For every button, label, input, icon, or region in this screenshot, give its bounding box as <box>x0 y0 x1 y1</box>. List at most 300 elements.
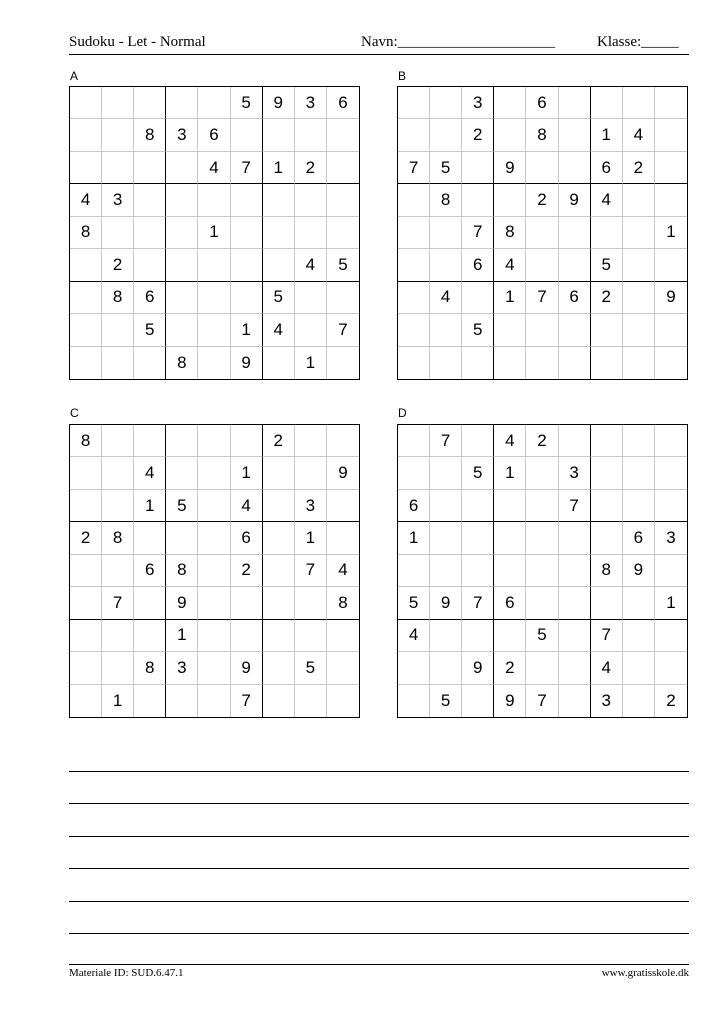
sudoku-cell[interactable] <box>102 620 134 652</box>
sudoku-cell[interactable] <box>295 119 327 151</box>
sudoku-cell[interactable] <box>430 87 462 119</box>
sudoku-cell[interactable] <box>70 87 102 119</box>
sudoku-cell: 1 <box>134 490 166 522</box>
sudoku-cell[interactable] <box>398 87 430 119</box>
sudoku-cell[interactable] <box>559 522 591 554</box>
sudoku-cell: 4 <box>494 249 526 281</box>
sudoku-cell[interactable] <box>655 152 687 184</box>
sudoku-cell[interactable] <box>559 119 591 151</box>
sudoku-cell[interactable] <box>559 314 591 346</box>
sudoku-cell: 4 <box>263 314 295 346</box>
sudoku-cell[interactable] <box>295 587 327 619</box>
sudoku-cell[interactable] <box>327 119 359 151</box>
sudoku-cell[interactable] <box>655 425 687 457</box>
sudoku-cell[interactable] <box>134 87 166 119</box>
sudoku-cell[interactable] <box>398 282 430 314</box>
sudoku-cell[interactable] <box>655 119 687 151</box>
sudoku-cell[interactable] <box>134 217 166 249</box>
sudoku-cell[interactable] <box>462 347 494 379</box>
header-rule <box>69 54 689 55</box>
sudoku-cell[interactable] <box>327 652 359 684</box>
sudoku-cell[interactable] <box>398 685 430 717</box>
sudoku-cell: 6 <box>134 282 166 314</box>
sudoku-cell[interactable] <box>398 555 430 587</box>
sudoku-cell[interactable] <box>263 555 295 587</box>
sudoku-cell: 8 <box>102 522 134 554</box>
sudoku-cell[interactable] <box>462 685 494 717</box>
sudoku-cell: 2 <box>526 184 558 216</box>
sudoku-cell[interactable] <box>655 490 687 522</box>
sudoku-cell[interactable] <box>327 425 359 457</box>
sudoku-cell[interactable] <box>102 152 134 184</box>
sudoku-cell[interactable] <box>398 249 430 281</box>
sudoku-cell: 4 <box>198 152 230 184</box>
sudoku-cell: 9 <box>327 457 359 489</box>
sudoku-cell[interactable] <box>526 522 558 554</box>
sudoku-cell[interactable] <box>559 249 591 281</box>
sudoku-cell[interactable] <box>231 620 263 652</box>
sudoku-cell[interactable] <box>263 620 295 652</box>
sudoku-cell[interactable] <box>134 249 166 281</box>
sudoku-cell: 4 <box>134 457 166 489</box>
sudoku-cell[interactable] <box>198 347 230 379</box>
sudoku-cell[interactable] <box>591 314 623 346</box>
sudoku-cell[interactable] <box>526 249 558 281</box>
sudoku-cell: 6 <box>327 87 359 119</box>
sudoku-cell[interactable] <box>102 555 134 587</box>
sudoku-cell[interactable] <box>70 620 102 652</box>
sudoku-cell[interactable] <box>462 282 494 314</box>
sudoku-cell[interactable] <box>134 620 166 652</box>
sudoku-cell[interactable] <box>102 87 134 119</box>
sudoku-cell: 9 <box>623 555 655 587</box>
sudoku-cell[interactable] <box>70 587 102 619</box>
sudoku-cell: 2 <box>494 652 526 684</box>
sudoku-grid-c <box>69 424 360 718</box>
sudoku-cell[interactable] <box>263 490 295 522</box>
sudoku-cell[interactable] <box>623 87 655 119</box>
sudoku-cell[interactable] <box>327 282 359 314</box>
sudoku-cell: 8 <box>134 652 166 684</box>
sudoku-cell[interactable] <box>295 425 327 457</box>
sudoku-cell[interactable] <box>398 347 430 379</box>
sudoku-cell: 4 <box>494 425 526 457</box>
writing-line[interactable] <box>69 868 689 869</box>
sudoku-cell: 2 <box>591 282 623 314</box>
sudoku-cell[interactable] <box>327 685 359 717</box>
sudoku-cell: 9 <box>166 587 198 619</box>
sudoku-cell[interactable] <box>462 522 494 554</box>
sudoku-cell[interactable] <box>591 587 623 619</box>
sudoku-cell: 7 <box>102 587 134 619</box>
sudoku-cell[interactable] <box>295 314 327 346</box>
sudoku-cell[interactable] <box>462 555 494 587</box>
sudoku-cell[interactable] <box>623 314 655 346</box>
sudoku-cell: 9 <box>231 652 263 684</box>
sudoku-cell[interactable] <box>198 314 230 346</box>
sudoku-cell[interactable] <box>198 87 230 119</box>
sudoku-cell[interactable] <box>166 217 198 249</box>
website-link[interactable]: www.gratisskole.dk <box>601 967 689 979</box>
writing-line[interactable] <box>69 771 689 772</box>
sudoku-cell[interactable] <box>327 620 359 652</box>
sudoku-cell[interactable] <box>462 425 494 457</box>
sudoku-cell[interactable] <box>462 152 494 184</box>
sudoku-cell[interactable] <box>430 555 462 587</box>
sudoku-cell: 2 <box>263 425 295 457</box>
sudoku-cell[interactable] <box>526 217 558 249</box>
sudoku-cell[interactable] <box>166 184 198 216</box>
sudoku-cell[interactable] <box>655 184 687 216</box>
sudoku-cell[interactable] <box>559 652 591 684</box>
sudoku-cell[interactable] <box>70 555 102 587</box>
sudoku-cell[interactable] <box>591 457 623 489</box>
sudoku-cell[interactable] <box>430 457 462 489</box>
sudoku-cell[interactable] <box>231 249 263 281</box>
sudoku-cell[interactable] <box>102 119 134 151</box>
sudoku-cell: 4 <box>623 119 655 151</box>
sudoku-cell: 3 <box>166 652 198 684</box>
sudoku-cell[interactable] <box>623 685 655 717</box>
sudoku-cell[interactable] <box>526 587 558 619</box>
sudoku-cell[interactable] <box>398 119 430 151</box>
sudoku-cell[interactable] <box>102 217 134 249</box>
sudoku-cell: 5 <box>398 587 430 619</box>
sudoku-cell: 8 <box>327 587 359 619</box>
sudoku-cell[interactable] <box>70 282 102 314</box>
sudoku-cell[interactable] <box>430 249 462 281</box>
sudoku-cell: 1 <box>166 620 198 652</box>
sudoku-cell[interactable] <box>623 425 655 457</box>
sudoku-cell: 3 <box>655 522 687 554</box>
sudoku-cell: 3 <box>559 457 591 489</box>
sudoku-cell[interactable] <box>494 555 526 587</box>
sudoku-cell[interactable] <box>102 425 134 457</box>
sudoku-cell[interactable] <box>295 457 327 489</box>
sudoku-cell[interactable] <box>430 490 462 522</box>
sudoku-cell[interactable] <box>494 522 526 554</box>
sudoku-cell[interactable] <box>134 425 166 457</box>
sudoku-cell: 2 <box>623 152 655 184</box>
sudoku-cell: 9 <box>430 587 462 619</box>
sudoku-cell[interactable] <box>526 152 558 184</box>
sudoku-cell[interactable] <box>655 314 687 346</box>
sudoku-cell: 5 <box>430 152 462 184</box>
sudoku-cell: 8 <box>526 119 558 151</box>
sudoku-cell[interactable] <box>70 152 102 184</box>
sudoku-cell[interactable] <box>231 425 263 457</box>
sudoku-cell[interactable] <box>591 490 623 522</box>
sudoku-cell[interactable] <box>166 249 198 281</box>
sudoku-cell[interactable] <box>295 217 327 249</box>
sudoku-cell[interactable] <box>430 620 462 652</box>
sudoku-cell: 4 <box>70 184 102 216</box>
sudoku-cell[interactable] <box>623 652 655 684</box>
sudoku-cell[interactable] <box>526 457 558 489</box>
sudoku-cell[interactable] <box>526 555 558 587</box>
sudoku-cell[interactable] <box>398 184 430 216</box>
sudoku-cell: 9 <box>231 347 263 379</box>
sudoku-cell[interactable] <box>398 425 430 457</box>
sudoku-cell[interactable] <box>231 282 263 314</box>
sudoku-cell[interactable] <box>231 217 263 249</box>
sudoku-cell[interactable] <box>559 217 591 249</box>
sudoku-cell[interactable] <box>494 87 526 119</box>
sudoku-cell[interactable] <box>198 652 230 684</box>
sudoku-cell[interactable] <box>166 685 198 717</box>
sudoku-cell[interactable] <box>591 217 623 249</box>
sudoku-cell[interactable] <box>655 249 687 281</box>
sudoku-cell[interactable] <box>655 620 687 652</box>
sudoku-cell: 7 <box>526 282 558 314</box>
sudoku-cell: 3 <box>102 184 134 216</box>
sudoku-cell[interactable] <box>623 184 655 216</box>
sudoku-cell[interactable] <box>231 587 263 619</box>
sudoku-cell[interactable] <box>198 184 230 216</box>
sudoku-cell[interactable] <box>166 314 198 346</box>
sudoku-cell[interactable] <box>263 652 295 684</box>
sudoku-cell: 1 <box>655 587 687 619</box>
sudoku-cell[interactable] <box>263 522 295 554</box>
sudoku-cell: 1 <box>655 217 687 249</box>
sudoku-cell[interactable] <box>166 457 198 489</box>
sudoku-cell[interactable] <box>591 347 623 379</box>
sudoku-cell: 7 <box>526 685 558 717</box>
sudoku-cell[interactable] <box>134 522 166 554</box>
sudoku-cell[interactable] <box>198 620 230 652</box>
sudoku-cell[interactable] <box>70 249 102 281</box>
sudoku-cell[interactable] <box>166 152 198 184</box>
sudoku-cell[interactable] <box>263 119 295 151</box>
worksheet-title: Sudoku - Let - Normal <box>69 34 206 50</box>
sudoku-cell: 3 <box>591 685 623 717</box>
sudoku-cell[interactable] <box>102 490 134 522</box>
sudoku-cell[interactable] <box>623 347 655 379</box>
sudoku-cell[interactable] <box>591 87 623 119</box>
sudoku-cell[interactable] <box>134 152 166 184</box>
sudoku-cell[interactable] <box>526 652 558 684</box>
footer-rule <box>69 964 689 965</box>
sudoku-cell[interactable] <box>198 522 230 554</box>
sudoku-cell: 8 <box>70 217 102 249</box>
writing-line[interactable] <box>69 933 689 934</box>
sudoku-cell[interactable] <box>166 87 198 119</box>
sudoku-cell[interactable] <box>295 620 327 652</box>
sudoku-cell[interactable] <box>559 685 591 717</box>
sudoku-cell[interactable] <box>430 314 462 346</box>
sudoku-cell[interactable] <box>70 347 102 379</box>
sudoku-cell: 6 <box>494 587 526 619</box>
sudoku-cell[interactable] <box>623 217 655 249</box>
sudoku-cell: 9 <box>462 652 494 684</box>
sudoku-cell: 4 <box>231 490 263 522</box>
sudoku-cell[interactable] <box>494 490 526 522</box>
writing-line[interactable] <box>69 901 689 902</box>
sudoku-cell: 6 <box>526 87 558 119</box>
sudoku-cell: 3 <box>166 119 198 151</box>
sudoku-cell[interactable] <box>559 87 591 119</box>
sudoku-cell: 1 <box>494 282 526 314</box>
sudoku-cell: 1 <box>295 347 327 379</box>
sudoku-cell[interactable] <box>70 685 102 717</box>
sudoku-cell: 8 <box>494 217 526 249</box>
sudoku-cell[interactable] <box>462 620 494 652</box>
sudoku-cell[interactable] <box>198 425 230 457</box>
sudoku-cell: 7 <box>231 152 263 184</box>
sudoku-cell[interactable] <box>655 347 687 379</box>
sudoku-cell: 6 <box>398 490 430 522</box>
sudoku-cell[interactable] <box>198 587 230 619</box>
sudoku-cell: 5 <box>295 652 327 684</box>
sudoku-cell[interactable] <box>559 152 591 184</box>
sudoku-cell[interactable] <box>70 314 102 346</box>
sudoku-cell[interactable] <box>327 490 359 522</box>
sudoku-cell[interactable] <box>198 249 230 281</box>
class-field[interactable]: Klasse:_____ <box>597 34 679 50</box>
sudoku-cell: 9 <box>494 685 526 717</box>
sudoku-cell[interactable] <box>198 555 230 587</box>
sudoku-cell[interactable] <box>526 347 558 379</box>
sudoku-cell[interactable] <box>102 314 134 346</box>
sudoku-cell[interactable] <box>526 314 558 346</box>
sudoku-cell[interactable] <box>430 347 462 379</box>
sudoku-cell[interactable] <box>327 347 359 379</box>
sudoku-cell: 4 <box>327 555 359 587</box>
sudoku-cell: 5 <box>134 314 166 346</box>
puzzle-label-d: D <box>398 406 407 420</box>
sudoku-cell[interactable] <box>655 555 687 587</box>
sudoku-cell[interactable] <box>398 652 430 684</box>
sudoku-cell[interactable] <box>263 249 295 281</box>
sudoku-cell[interactable] <box>263 184 295 216</box>
sudoku-cell[interactable] <box>70 490 102 522</box>
sudoku-cell[interactable] <box>494 184 526 216</box>
sudoku-cell: 2 <box>666 690 676 710</box>
sudoku-cell[interactable] <box>430 522 462 554</box>
sudoku-cell[interactable] <box>655 87 687 119</box>
sudoku-cell[interactable] <box>70 119 102 151</box>
sudoku-cell[interactable] <box>134 347 166 379</box>
sudoku-grid-a <box>69 86 360 380</box>
sudoku-cell[interactable] <box>559 587 591 619</box>
writing-line[interactable] <box>69 803 689 804</box>
sudoku-cell[interactable] <box>430 119 462 151</box>
writing-line[interactable] <box>69 836 689 837</box>
sudoku-cell[interactable] <box>398 217 430 249</box>
sudoku-cell[interactable] <box>327 522 359 554</box>
sudoku-cell[interactable] <box>526 490 558 522</box>
sudoku-cell[interactable] <box>70 652 102 684</box>
sudoku-cell[interactable] <box>231 119 263 151</box>
sudoku-cell[interactable] <box>623 457 655 489</box>
sudoku-cell[interactable] <box>166 522 198 554</box>
sudoku-cell: 9 <box>263 87 295 119</box>
sudoku-cell: 2 <box>295 152 327 184</box>
sudoku-cell[interactable] <box>263 457 295 489</box>
sudoku-cell[interactable] <box>70 457 102 489</box>
sudoku-cell[interactable] <box>559 425 591 457</box>
sudoku-cell[interactable] <box>198 282 230 314</box>
sudoku-cell[interactable] <box>494 314 526 346</box>
sudoku-cell: 6 <box>623 522 655 554</box>
sudoku-cell[interactable] <box>263 685 295 717</box>
sudoku-cell[interactable] <box>263 347 295 379</box>
sudoku-cell: 2 <box>102 249 134 281</box>
sudoku-cell: 1 <box>591 119 623 151</box>
sudoku-cell[interactable] <box>655 457 687 489</box>
sudoku-cell[interactable] <box>327 184 359 216</box>
sudoku-cell[interactable] <box>198 490 230 522</box>
sudoku-cell[interactable] <box>295 685 327 717</box>
sudoku-cell[interactable] <box>494 347 526 379</box>
sudoku-cell[interactable] <box>327 217 359 249</box>
material-id: Materiale ID: SUD.6.47.1 <box>69 967 184 979</box>
sudoku-cell[interactable] <box>263 217 295 249</box>
sudoku-cell[interactable] <box>102 457 134 489</box>
sudoku-cell[interactable] <box>494 119 526 151</box>
sudoku-cell[interactable] <box>102 652 134 684</box>
sudoku-cell[interactable] <box>398 314 430 346</box>
sudoku-cell[interactable] <box>198 457 230 489</box>
sudoku-cell[interactable] <box>134 587 166 619</box>
sudoku-cell: 3 <box>462 87 494 119</box>
sudoku-cell[interactable] <box>263 587 295 619</box>
sudoku-cell[interactable] <box>134 685 166 717</box>
sudoku-cell: 7 <box>231 685 263 717</box>
sudoku-cell[interactable] <box>462 184 494 216</box>
name-field[interactable]: Navn:_____________________ <box>361 34 556 50</box>
sudoku-cell: 6 <box>198 119 230 151</box>
sudoku-cell[interactable] <box>166 282 198 314</box>
sudoku-cell[interactable] <box>623 587 655 619</box>
sudoku-cell[interactable] <box>462 490 494 522</box>
sudoku-cell[interactable] <box>295 282 327 314</box>
sudoku-cell[interactable] <box>559 347 591 379</box>
sudoku-cell: 5 <box>526 620 558 652</box>
sudoku-cell[interactable] <box>655 652 687 684</box>
sudoku-cell[interactable] <box>198 685 230 717</box>
sudoku-cell[interactable] <box>430 217 462 249</box>
sudoku-cell[interactable] <box>623 490 655 522</box>
sudoku-cell[interactable] <box>559 620 591 652</box>
sudoku-cell[interactable] <box>591 522 623 554</box>
sudoku-cell: 5 <box>231 87 263 119</box>
sudoku-cell: 5 <box>430 685 462 717</box>
worksheet-header <box>69 32 689 54</box>
sudoku-cell[interactable] <box>623 620 655 652</box>
sudoku-cell[interactable] <box>327 152 359 184</box>
sudoku-cell[interactable] <box>166 425 198 457</box>
puzzle-label-b: B <box>398 69 407 83</box>
sudoku-cell[interactable] <box>591 425 623 457</box>
sudoku-cell: 5 <box>462 314 494 346</box>
sudoku-cell[interactable] <box>430 652 462 684</box>
sudoku-cell[interactable] <box>623 282 655 314</box>
sudoku-cell[interactable] <box>134 184 166 216</box>
sudoku-cell[interactable] <box>102 347 134 379</box>
sudoku-cell[interactable] <box>231 184 263 216</box>
sudoku-cell[interactable] <box>559 555 591 587</box>
sudoku-cell: 6 <box>462 249 494 281</box>
sudoku-cell[interactable] <box>295 184 327 216</box>
sudoku-cell[interactable] <box>494 620 526 652</box>
sudoku-cell: 5 <box>462 457 494 489</box>
sudoku-cell[interactable] <box>398 457 430 489</box>
sudoku-cell: 7 <box>327 314 359 346</box>
sudoku-cell: 1 <box>263 152 295 184</box>
sudoku-cell[interactable] <box>623 249 655 281</box>
sudoku-cell: 8 <box>430 184 462 216</box>
